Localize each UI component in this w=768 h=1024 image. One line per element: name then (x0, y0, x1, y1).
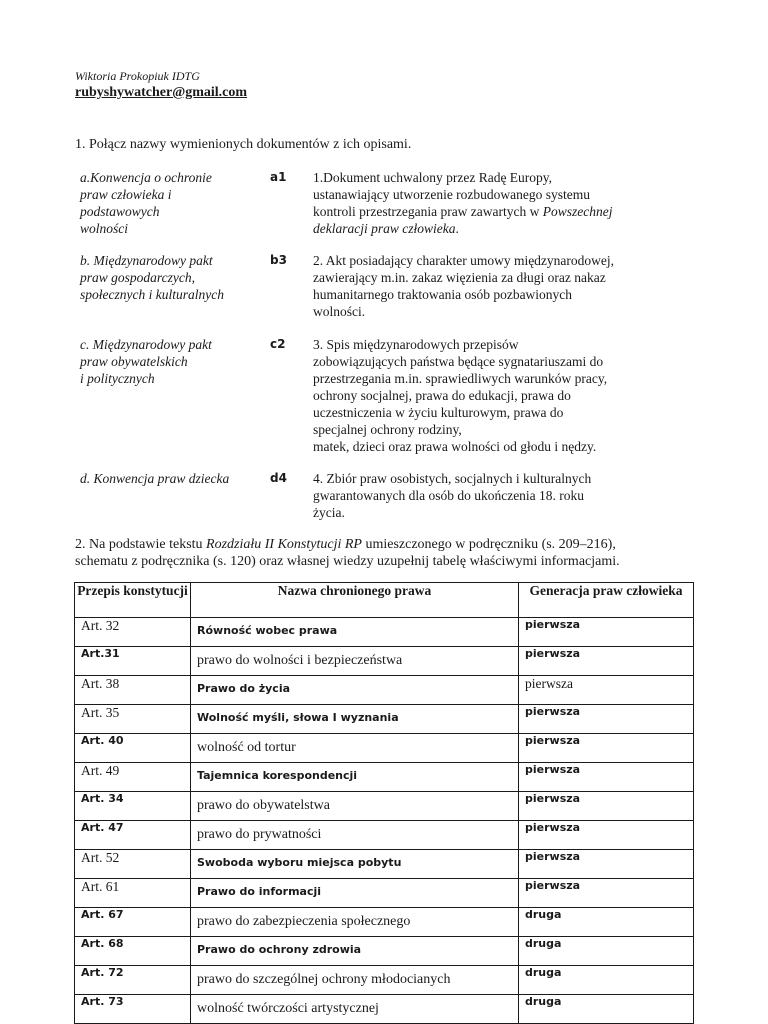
description-text: kontroli przestrzegania praw zawartych w (313, 204, 543, 219)
right-name-cell: Równość wobec prawa (191, 618, 519, 647)
description-text: przestrzegania m.in. sprawiedliwych warunków pracy, (313, 371, 608, 386)
document-name (80, 470, 265, 487)
description-line (313, 186, 693, 203)
task2-question (75, 536, 700, 570)
description-line (313, 387, 693, 404)
description-text: specjalnej ochrony rodziny, (313, 422, 462, 437)
table-row (75, 647, 694, 676)
right-name-cell: Prawo do ochrony zdrowia (191, 937, 519, 966)
generation-cell: pierwsza (519, 821, 694, 850)
table-row (75, 821, 694, 850)
task2-question-source: Rozdziału II Konstytucji RP (206, 537, 362, 552)
description-text: 3. Spis międzynarodowych przepisów (313, 337, 519, 352)
right-name-cell: wolność od tortur (191, 734, 519, 763)
article-cell: Art. 68 (75, 937, 191, 966)
article-cell: Art. 34 (75, 792, 191, 821)
document-name-line: praw obywatelskich (80, 354, 188, 369)
description-end: . (455, 221, 459, 236)
right-name-cell: Swoboda wyboru miejsca pobytu (191, 850, 519, 879)
document-name-line: podstawowych (80, 204, 160, 219)
generation-cell: pierwsza (519, 676, 694, 705)
document-name (80, 336, 265, 387)
description-line (313, 404, 693, 421)
task2-question-start: 2. Na podstawie tekstu (75, 537, 207, 552)
document-name-line: d. Konwencja praw dziecka (80, 471, 230, 486)
description-line (313, 470, 693, 487)
document-name-line: praw gospodarczych, (80, 270, 195, 285)
generation-cell: pierwsza (519, 734, 694, 763)
description-text: 4. Zbiór praw osobistych, socjalnych i kulturalnych (313, 471, 592, 486)
description-line (313, 252, 693, 269)
description-line (313, 353, 693, 370)
description-text: uczestniczenia w życiu kulturowym, prawa do (313, 405, 564, 420)
generation-cell: pierwsza (519, 792, 694, 821)
match-answer: c2 (270, 337, 286, 351)
generation-cell: pierwsza (519, 850, 694, 879)
article-cell: Art. 47 (75, 821, 191, 850)
table-row (75, 995, 694, 1024)
description-line (313, 286, 693, 303)
document-name-line: społecznych i kulturalnych (80, 287, 224, 302)
document-description (313, 470, 693, 521)
description-text: zobowiązujących państwa będące sygnatariuszami do (313, 354, 604, 369)
table-row (75, 792, 694, 821)
description-text: gwarantowanych dla osób do ukończenia 18. roku (313, 488, 585, 503)
article-cell: Art. 52 (75, 850, 191, 879)
generation-cell: pierwsza (519, 705, 694, 734)
table-row (75, 879, 694, 908)
description-text: wolności. (313, 304, 366, 319)
description-line (313, 203, 693, 220)
table-row (75, 705, 694, 734)
right-name-cell: Tajemnica korespondencji (191, 763, 519, 792)
document-name (80, 252, 265, 303)
rights-table (74, 582, 694, 1024)
description-line (313, 421, 693, 438)
description-line (313, 220, 693, 237)
table-row (75, 850, 694, 879)
description-line (313, 370, 693, 387)
right-name-cell: prawo do wolności i bezpieczeństwa (191, 647, 519, 676)
document-name-line: wolności (80, 221, 129, 236)
generation-cell: druga (519, 908, 694, 937)
description-text: ochrony socjalnej, prawa do edukacji, prawa do (313, 388, 571, 403)
right-name-cell: wolność twórczości artystycznej (191, 995, 519, 1024)
description-italic: deklaracji praw człowieka (313, 221, 456, 236)
right-name-cell: Prawo do życia (191, 676, 519, 705)
description-text: ustanawiający utworzenie rozbudowanego systemu (313, 187, 591, 202)
table-row (75, 763, 694, 792)
document-name-line: praw człowieka i (80, 187, 172, 202)
description-text: 1.Dokument uchwalony przez Radę Europy, (313, 170, 553, 185)
description-text: 2. Akt posiadający charakter umowy międzynarodowej, (313, 253, 615, 268)
description-text: matek, dzieci oraz prawa wolności od głodu i nędzy. (313, 439, 597, 454)
document-name-line: c. Międzynarodowy pakt (80, 337, 212, 352)
description-line (313, 336, 693, 353)
table-row (75, 966, 694, 995)
description-line (313, 303, 693, 320)
header-article: Przepis konstytucji (75, 583, 191, 618)
generation-cell: druga (519, 937, 694, 966)
right-name-cell: Prawo do informacji (191, 879, 519, 908)
generation-cell: pierwsza (519, 647, 694, 676)
description-line (313, 504, 693, 521)
generation-cell: pierwsza (519, 879, 694, 908)
generation-cell: druga (519, 966, 694, 995)
table-row (75, 937, 694, 966)
article-cell: Art. 73 (75, 995, 191, 1024)
table-row (75, 734, 694, 763)
document-description (313, 252, 693, 320)
document-name-line: a.Konwencja o ochronie (80, 170, 212, 185)
description-text: zawierający m.in. zakaz więzienia za długi oraz nakaz (313, 270, 606, 285)
article-cell: Art. 32 (75, 618, 191, 647)
article-cell: Art. 49 (75, 763, 191, 792)
document-description (313, 336, 693, 455)
article-cell: Art. 35 (75, 705, 191, 734)
article-cell: Art. 61 (75, 879, 191, 908)
description-line (313, 487, 693, 504)
right-name-cell: Wolność myśli, słowa I wyznania (191, 705, 519, 734)
table-row (75, 908, 694, 937)
description-line (313, 269, 693, 286)
header-generation: Generacja praw człowieka (519, 583, 694, 618)
email-link[interactable]: rubyshywatcher@gmail.com (75, 85, 248, 100)
article-cell: Art. 38 (75, 676, 191, 705)
generation-cell: pierwsza (519, 763, 694, 792)
table-row (75, 618, 694, 647)
author-name: Wiktoria Prokopiuk IDTG (75, 69, 200, 83)
description-text: humanitarnego traktowania osób pozbawionych (313, 287, 573, 302)
right-name-cell: prawo do szczególnej ochrony młodocianych (191, 966, 519, 995)
task1-question: 1. Połącz nazwy wymienionych dokumentów z ich opisami. (75, 137, 412, 152)
description-line (313, 169, 693, 186)
description-italic: Powszechnej (542, 204, 613, 219)
description-text: życia. (313, 505, 345, 520)
document-name-line: b. Międzynarodowy pakt (80, 253, 213, 268)
right-name-cell: prawo do obywatelstwa (191, 792, 519, 821)
task2-question-middle: umieszczonego w podręczniku (s. 209–216), (361, 537, 616, 552)
right-name-cell: prawo do prywatności (191, 821, 519, 850)
match-answer: d4 (270, 471, 287, 485)
article-cell: Art. 67 (75, 908, 191, 937)
task2-question-end: schematu z podręcznika (s. 120) oraz własnej wiedzy uzupełnij tabelę właściwymi informacjami. (75, 554, 620, 569)
generation-cell: druga (519, 995, 694, 1024)
table-header-row (75, 583, 694, 618)
article-cell: Art. 40 (75, 734, 191, 763)
match-answer: b3 (270, 253, 287, 267)
description-line (313, 438, 693, 455)
match-answer: a1 (270, 170, 287, 184)
document-description (313, 169, 693, 237)
document-name (80, 169, 265, 237)
table-row (75, 676, 694, 705)
header-right-name: Nazwa chronionego prawa (191, 583, 519, 618)
article-cell: Art.31 (75, 647, 191, 676)
right-name-cell: prawo do zabezpieczenia społecznego (191, 908, 519, 937)
generation-cell: pierwsza (519, 618, 694, 647)
document-name-line: i politycznych (80, 371, 155, 386)
article-cell: Art. 72 (75, 966, 191, 995)
